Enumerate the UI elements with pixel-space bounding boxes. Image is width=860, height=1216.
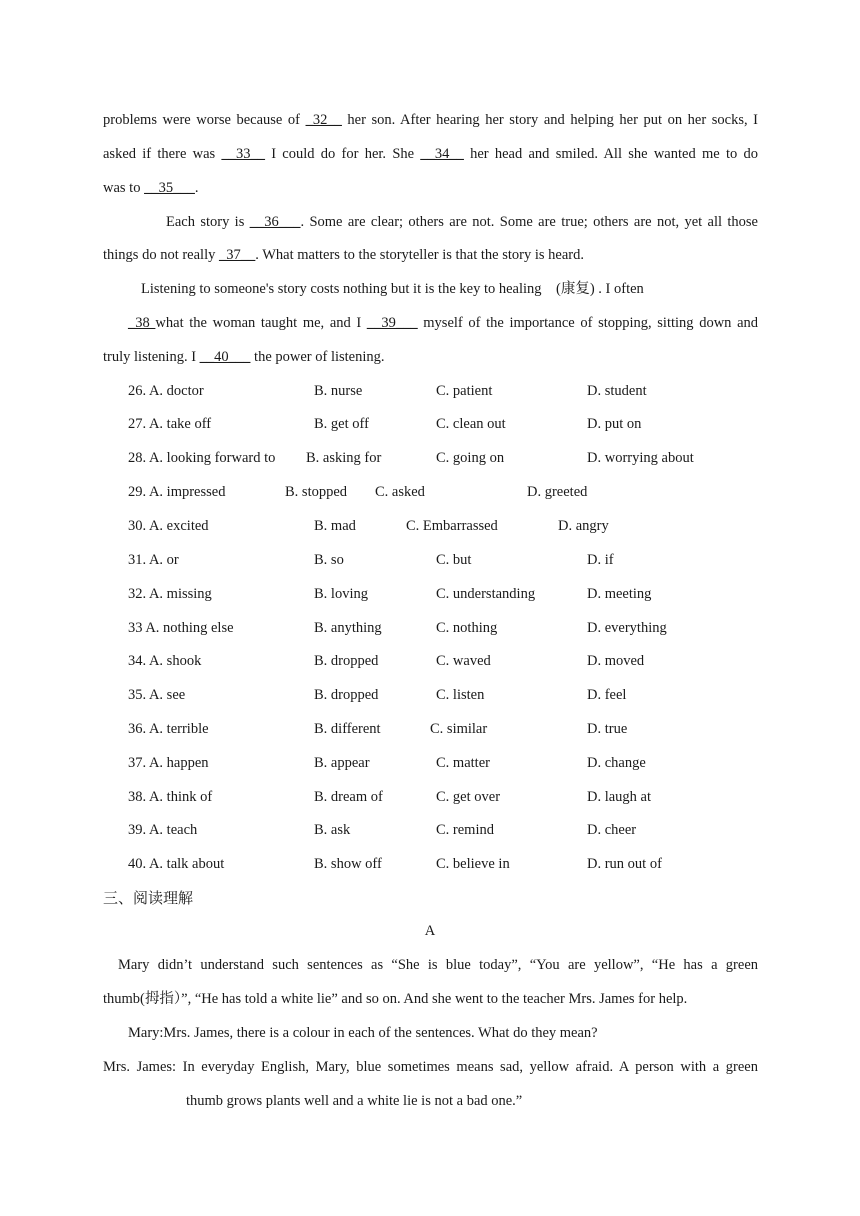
- option-b: B. dream of: [314, 789, 383, 805]
- option-c: C. believe in: [436, 856, 510, 872]
- option-b: B. different: [314, 721, 381, 737]
- option-a: 33 A. nothing else: [128, 620, 234, 636]
- text: was to: [103, 180, 145, 196]
- option-c: C. listen: [436, 687, 485, 703]
- passage-line-2: [103, 144, 758, 164]
- option-b: B. so: [314, 552, 344, 568]
- option-c: C. get over: [436, 789, 501, 805]
- option-row-34: [0, 651, 860, 671]
- text: . Some are clear; others are not. Some are true; others are not, yet all those: [300, 214, 758, 230]
- blank-34: __34__: [420, 146, 464, 162]
- blank-38: _38: [128, 315, 156, 331]
- text: I could do for her. She: [264, 146, 421, 162]
- passage-line-6: [141, 279, 741, 299]
- option-row-28: [0, 448, 860, 468]
- passage-line-3: [103, 178, 758, 198]
- text: truly listening. I: [103, 349, 200, 365]
- option-row-31: [0, 550, 860, 570]
- option-d: D. change: [587, 755, 646, 771]
- blank-32: _32__: [305, 112, 342, 128]
- option-row-36: [0, 719, 860, 739]
- option-row-27: [0, 414, 860, 434]
- option-a: 39. A. teach: [128, 822, 198, 838]
- passage-line-4: [166, 212, 758, 232]
- option-a: 36. A. terrible: [128, 721, 209, 737]
- option-d: D. laugh at: [587, 789, 652, 805]
- option-c: C. clean out: [436, 416, 506, 432]
- option-c: C. matter: [436, 755, 490, 771]
- option-row-37: [0, 753, 860, 773]
- option-b: B. ask: [314, 822, 351, 838]
- option-b: B. nurse: [314, 383, 363, 399]
- option-row-29: [0, 482, 860, 502]
- option-row-35: [0, 685, 860, 705]
- blank-36: __36___: [249, 214, 301, 230]
- option-a: 32. A. missing: [128, 586, 212, 602]
- option-d: D. cheer: [587, 822, 637, 838]
- option-d: D. worrying about: [587, 450, 694, 466]
- passage-line-7: [128, 313, 758, 333]
- option-a: 38. A. think of: [128, 789, 213, 805]
- option-c: C. understanding: [436, 586, 536, 602]
- option-d: D. run out of: [587, 856, 662, 872]
- reading-dialogue-mary: Mary:Mrs. James, there is a colour in each of the sentences. What do they mean?: [128, 1025, 598, 1041]
- option-c: C. going on: [436, 450, 505, 466]
- text: things do not really: [103, 247, 219, 263]
- text: .: [194, 180, 199, 196]
- option-b: B. anything: [314, 620, 382, 636]
- blank-33: __33__: [221, 146, 265, 162]
- option-b: B. loving: [314, 586, 368, 602]
- option-d: D. put on: [587, 416, 642, 432]
- option-b: B. appear: [314, 755, 370, 771]
- option-c: C. remind: [436, 822, 494, 838]
- reading-dialogue-james-b: thumb grows plants well and a white lie is not a bad one.”: [186, 1093, 523, 1109]
- blank-39: __39___: [366, 315, 418, 331]
- passage-line-8: [103, 347, 758, 367]
- option-b: B. dropped: [314, 687, 379, 703]
- blank-35: __35___: [144, 180, 195, 196]
- option-a: 29. A. impressed: [128, 484, 226, 500]
- section-heading: 三、阅读理解: [103, 889, 194, 907]
- option-row-39: [0, 820, 860, 840]
- option-c: C. similar: [430, 721, 488, 737]
- text: asked if there was: [103, 146, 222, 162]
- option-a: 27. A. take off: [128, 416, 212, 432]
- option-d: D. angry: [558, 518, 609, 534]
- option-c: C. patient: [436, 383, 493, 399]
- passage-line-1: [103, 110, 758, 130]
- option-a: 30. A. excited: [128, 518, 209, 534]
- text: Listening to someone's story costs nothing but it is the key to healing (康复) . I often: [141, 281, 644, 297]
- option-row-26: [0, 381, 860, 401]
- option-b: B. get off: [314, 416, 369, 432]
- option-b: B. mad: [314, 518, 356, 534]
- option-b: B. dropped: [314, 653, 379, 669]
- text: her head and smiled. All she wanted me to do: [463, 146, 758, 162]
- option-c: C. but: [436, 552, 472, 568]
- text: myself of the importance of stopping, sitting down and: [417, 315, 759, 331]
- option-d: D. if: [587, 552, 614, 568]
- blank-37: _37__: [219, 247, 256, 263]
- passage-label: A: [424, 923, 436, 939]
- text: . What matters to the storyteller is that the story is heard.: [255, 247, 584, 263]
- text: what the woman taught me, and I: [155, 315, 367, 331]
- reading-paragraph-1a: Mary didn’t understand such sentences as “She is blue today”, “You are yellow”, “He has a green: [118, 957, 758, 973]
- text: the power of listening.: [250, 349, 385, 365]
- option-c: C. nothing: [436, 620, 498, 636]
- passage-line-5: [103, 245, 758, 265]
- option-a: 26. A. doctor: [128, 383, 204, 399]
- blank-40: __40___: [199, 349, 251, 365]
- option-d: D. greeted: [527, 484, 588, 500]
- option-a: 37. A. happen: [128, 755, 209, 771]
- option-a: 40. A. talk about: [128, 856, 225, 872]
- option-a: 28. A. looking forward to: [128, 450, 276, 466]
- text: her son. After hearing her story and helping her put on her socks, I: [341, 112, 759, 128]
- option-c: C. waved: [436, 653, 491, 669]
- option-a: 35. A. see: [128, 687, 186, 703]
- option-c: C. asked: [375, 484, 425, 500]
- option-d: D. true: [587, 721, 628, 737]
- option-d: D. feel: [587, 687, 627, 703]
- option-d: D. meeting: [587, 586, 652, 602]
- option-row-33: [0, 618, 860, 638]
- option-row-32: [0, 584, 860, 604]
- option-d: D. moved: [587, 653, 645, 669]
- option-row-38: [0, 787, 860, 807]
- option-d: D. everything: [587, 620, 667, 636]
- option-a: 34. A. shook: [128, 653, 202, 669]
- option-b: B. asking for: [306, 450, 382, 466]
- option-b: B. show off: [314, 856, 382, 872]
- text: Each story is: [166, 214, 250, 230]
- reading-paragraph-1b: thumb(拇指）”, “He has told a white lie” and so on. And she went to the teacher Mrs. James for help.: [103, 991, 688, 1007]
- option-a: 31. A. or: [128, 552, 179, 568]
- option-b: B. stopped: [285, 484, 348, 500]
- text: problems were worse because of: [103, 112, 306, 128]
- option-row-30: [0, 516, 860, 536]
- option-d: D. student: [587, 383, 647, 399]
- option-row-40: [0, 854, 860, 874]
- option-c: C. Embarrassed: [406, 518, 498, 534]
- reading-dialogue-james-a: Mrs. James: In everyday English, Mary, blue sometimes means sad, yellow afraid. A person with a green: [103, 1059, 758, 1075]
